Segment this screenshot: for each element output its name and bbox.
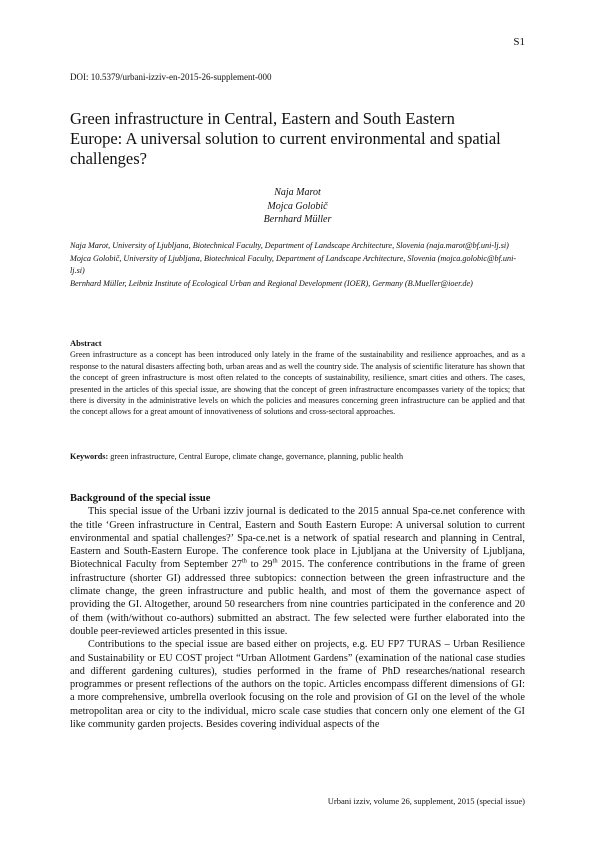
body-paragraph bbox=[70, 505, 525, 638]
abstract-block bbox=[70, 338, 525, 418]
author-name: Bernhard Müller bbox=[263, 214, 332, 225]
author-list bbox=[70, 186, 525, 227]
author-name: Mojca Golobič bbox=[267, 200, 328, 212]
abstract-text: Green infrastructure as a concept has been introduced only lately in the frame of the sustainability and resilience approaches, and as a response to the natural disasters affecting both, urban areas and as well the country side. The analysis of scientific literature has shown that the concept of green infrastructure is most often related to the concepts of sustainability, resilience, smart cities and others. The cases, presented in the articles of this special issue, are showing that the concept of green infrastructure encompasses variety of the topics; that there is diversity in the administrative levels on which the policies and measures concerning green infrastructure can be applied and that the concept allows for a great amount of innovativeness of solutions and cross-sectoral approaches. bbox=[70, 350, 525, 417]
abstract-heading: Abstract bbox=[70, 338, 102, 348]
keywords-block bbox=[70, 451, 525, 462]
section-heading: Background of the special issue bbox=[70, 493, 211, 504]
body-text: This special issue of the Urbani izziv journal is dedicated to the 2015 annual Spa-ce.net conference with the title ‘Green infrastructure in Central, Eastern and South Eastern Europe: A universal solution to current environmental and spatial challenges?’ Spa-ce.net is a network of spatial research and planning in Central, Eastern and South-Eastern Europe. The conference took place in Ljubljana at the University of Ljubljana, Biotechnical Faculty from September 27 bbox=[70, 506, 525, 571]
body-paragraph: Contributions to the special issue are based either on projects, e.g. EU FP7 TURAS – Urban Resilience and Sustainability or EU COST project “Urban Allotment Gardens” (examination of the national case studies and different gardening cultures), studies performed in the frame of PhD researches/national research programmes or present reflections of the authors on the topic. Articles encompass different dimensions of GI: a more comprehensive, umbrella overlook focusing on the role and provision of GI on the level of the whole metropolitan area or city to the individual, micro scale case studies that concern only one element of the GI like community garden projects. Besides covering individual aspects of the bbox=[70, 639, 525, 731]
body-section bbox=[70, 492, 525, 731]
doi-line[interactable]: DOI: 10.5379/urbani-izziv-en-2015-26-supplement-000 bbox=[70, 72, 272, 82]
body-text: 2015. The conference contributions in the frame of green infrastructure (shorter GI) addressed three subtopics: connection between the green infrastructure and the climate change, the green infrastructure and public health, and most of them the governance aspect of providing the GI. Altogether, around 50 researchers from nine countries participated in the conference and 20 of them (with/without co-authors) submitted an abstract. The few selected were further elaborated into the double peer-reviewed articles presented in this issue. bbox=[70, 559, 525, 637]
superscript: th bbox=[272, 558, 278, 566]
affiliation: Bernhard Müller, Leibniz Institute of Ecological Urban and Regional Development (IOER), Germany (B.Mueller@ioer.de) bbox=[70, 278, 473, 288]
page-number: S1 bbox=[513, 36, 525, 48]
page-footer: Urbani izziv, volume 26, supplement, 2015 (special issue) bbox=[327, 796, 525, 806]
superscript: th bbox=[241, 558, 247, 566]
author-name: Naja Marot bbox=[274, 187, 321, 198]
keywords-text: green infrastructure, Central Europe, climate change, governance, planning, public health bbox=[110, 452, 404, 461]
affiliation: Mojca Golobič, University of Ljubljana, Biotechnical Faculty, Department of Landscape Architecture, Slovenia (mojca.golobic@bf.uni-lj.si) bbox=[70, 253, 517, 276]
affiliation: Naja Marot, University of Ljubljana, Biotechnical Faculty, Department of Landscape Architecture, Slovenia (naja.marot@bf.uni-lj.si) bbox=[70, 241, 509, 250]
affiliation-list bbox=[70, 240, 525, 290]
keywords-label: Keywords: bbox=[70, 452, 109, 461]
body-text: to 29 bbox=[246, 559, 273, 571]
paper-title: Green infrastructure in Central, Eastern and South Eastern Europe: A universal solution to current environmental and spatial challenges? bbox=[70, 109, 501, 168]
